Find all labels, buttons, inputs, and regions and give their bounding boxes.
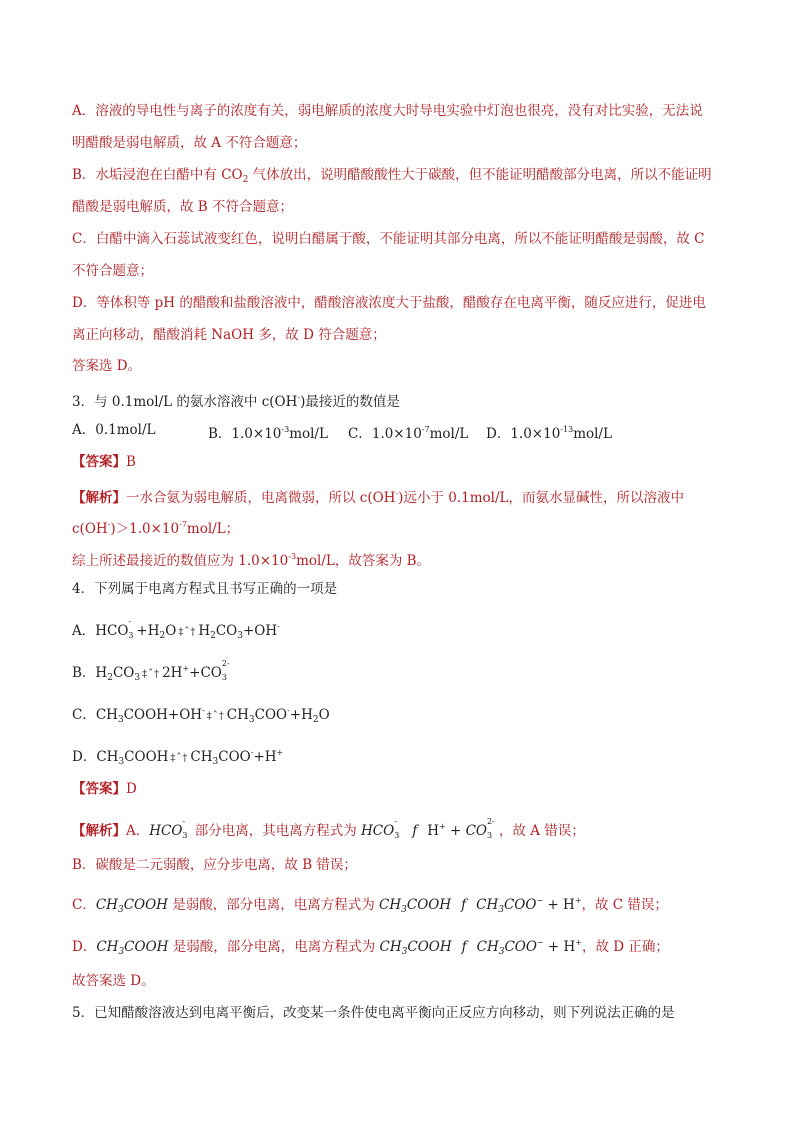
- q3-summary: 综上所述最接近的数值应为 $1.0\times 10^{-3}mol/L$，故答案为 B。: [72, 552, 431, 569]
- analysis-a-line1: A．溶液的导电性与离子的浓度有关，弱电解质的浓度大时导电实验中灯泡也很亮，没有对比实验，无法说: [72, 103, 703, 119]
- equilibrium-arrow-icon: f: [461, 897, 467, 913]
- equilibrium-arrow-icon: ‡ˆ†: [142, 669, 161, 680]
- q3-answer: 【答案】B: [72, 454, 136, 470]
- q4-analysis-d: D．$CH_3COOH$ 是弱酸，部分电离，电离方程式为 $CH_3COOH$ f $CH_3COO^- + H^+$，故 D 正确；: [72, 938, 669, 957]
- equilibrium-arrow-icon: ‡ˆ†: [178, 627, 197, 638]
- q4-option-a: A．HCO - 3 $+H_2O$ ‡ˆ† $H_2CO_3+OH^-$: [72, 617, 280, 641]
- analysis-b-line1: B．水垢浸泡在白醋中有 $CO_2$ 气体放出，说明醋酸酸性大于碳酸，但不能证明醋酸部分电离，所以不能证明: [72, 167, 712, 185]
- equilibrium-arrow-icon: f: [412, 823, 418, 839]
- analysis-c-line1: C．白醋中滴入石蕊试液变红色，说明白醋属于酸，不能证明其部分电离，所以不能证明醋酸是弱酸，故 C: [72, 231, 705, 247]
- analysis-b-line2: 醋酸是弱电解质，故 B 不符合题意；: [72, 199, 294, 215]
- analysis-conclusion: 答案选 D。: [72, 358, 142, 374]
- q5-stem: 5．已知醋酸溶液达到电离平衡后，改变某一条件使电离平衡向正反应方向移动，则下列说法正确的是: [72, 1005, 675, 1021]
- equilibrium-arrow-icon: ‡ˆ†: [206, 711, 225, 722]
- analysis-c-line2: 不符合题意；: [72, 263, 153, 279]
- q4-analysis-a: 【解析】A．HCO - 3 部分电离，其电离方程式为 HCO - 3 f H+ + CO 2- 3 ，故 A 错误；: [72, 817, 585, 840]
- q4-stem: 4．下列属于电离方程式且书写正确的一项是: [72, 581, 338, 597]
- q3-option-b: B．$1.0\times 10^{-3}mol/L$: [208, 425, 328, 442]
- q3-analysis-line1: 【解析】一水合氨为弱电解质，电离微弱，所以 c(OH-)远小于 0.1mol/L，而氨水显碱性，所以溶液中: [72, 489, 684, 506]
- q4-conclusion: 故答案选 D。: [72, 973, 155, 989]
- q4-answer: 【答案】D: [72, 781, 137, 797]
- q4-option-c: C．$CH_3COOH+OH^-\ddagger ˆ\dagger$ $CH_3COO^-+H_2O$: [72, 706, 330, 725]
- analysis-d-line2: 离正向移动，醋酸消耗 NaOH 多，故 D 符合题意；: [72, 327, 386, 343]
- q4-analysis-b: B．碳酸是二元弱酸，应分步电离，故 B 错误；: [72, 857, 357, 873]
- analysis-d-line1: D．等体积等 pH 的醋酸和盐酸溶液中，醋酸溶液浓度大于盐酸，醋酸存在电离平衡，随反应进行，促进电: [72, 295, 706, 311]
- equilibrium-arrow-icon: ‡ˆ†: [170, 753, 189, 764]
- q3-option-d: D．$1.0\times 10^{-13}mol/L$: [486, 425, 612, 442]
- q4-option-d: D．$CH_3COOH$ ‡ˆ† $CH_3COO^-+H^+$: [72, 748, 284, 767]
- q3-option-a: A．0.1mol/L: [72, 422, 156, 438]
- q4-analysis-c: C．$CH_3COOH$ 是弱酸，部分电离，电离方程式为 $CH_3COOH$ f $CH_3COO^- + H^+$，故 C 错误；: [72, 896, 668, 915]
- q3-option-c: C．$1.0\times 10^{-7}mol/L$: [348, 425, 469, 442]
- q3-analysis-line2: $c(OH^-)>1.0\times 10^{-7}mol/L$；: [72, 520, 240, 537]
- q4-option-b: B．$H_2CO_3$ ‡ˆ† 2H++CO 2- 3: [72, 659, 230, 683]
- equilibrium-arrow-icon: f: [461, 939, 467, 955]
- q3-stem: 3．与 0.1mol/L 的氨水溶液中 c(OH-)最接近的数值是: [72, 393, 400, 410]
- analysis-a-line2: 明醋酸是弱电解质，故 A 不符合题意；: [72, 135, 307, 151]
